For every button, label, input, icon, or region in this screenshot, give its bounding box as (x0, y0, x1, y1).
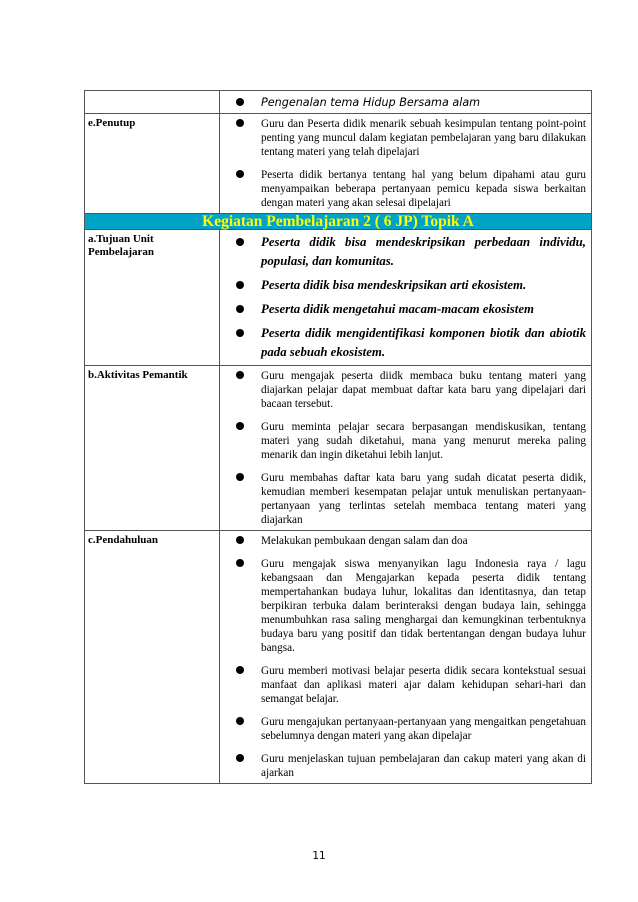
list-item: Guru meminta pelajar secara berpasangan mendiskusikan, tentang materi yang sudah diketahui, mana yang menurut mereka paling menarik dan ingin diketahui lebih lanjut. (224, 420, 586, 462)
list-item: Guru menjelaskan tujuan pembelajaran dan cakup materi yang akan di ajarkan (224, 752, 586, 780)
list-item: Pengenalan tema Hidup Bersama alam (224, 96, 586, 110)
bullet-dot-icon (236, 305, 244, 313)
section-header-row (85, 214, 592, 230)
row-label-cell (85, 366, 220, 531)
section-header-title: Kegiatan Pembelajaran 2 ( 6 JP) Topik A (202, 213, 474, 230)
row-content-cell (220, 230, 592, 366)
bullet-dot-icon (236, 666, 244, 674)
row-label-cell (85, 230, 220, 366)
list-item: Guru memberi motivasi belajar peserta didik secara kontekstual sesuai manfaat dan aplikasi materi ajar dalam kehidupan sehari-hari dan semangat belajar. (224, 664, 586, 706)
row-label-cell (85, 91, 220, 114)
row-content-cell (220, 91, 592, 114)
row-label-cell (85, 114, 220, 214)
list-item: Guru dan Peserta didik menarik sebuah kesimpulan tentang point-point penting yang muncul dalam kegiatan pembelajaran yang baru dilakukan tentang materi yang telah dipelajari (224, 117, 586, 159)
objective-list (220, 230, 591, 365)
bullet-dot-icon (236, 281, 244, 289)
bullet-dot-icon (236, 371, 244, 379)
bullet-dot-icon (236, 422, 244, 430)
bullet-dot-icon (236, 119, 244, 127)
table-row-pendahuluan (85, 531, 592, 784)
list-item: Peserta didik bisa mendeskripsikan arti ekosistem. (224, 276, 586, 295)
bullet-dot-icon (236, 98, 244, 106)
list-item: Peserta didik bisa mendeskripsikan perbedaan individu, populasi, dan komunitas. (224, 233, 586, 271)
bullet-dot-icon (236, 717, 244, 725)
table-row (85, 91, 592, 114)
list-item: Guru mengajak peserta diidk membaca buku tentang materi yang diajarkan pelajar dapat membuat daftar kata baru yang dipelajari dari bacaan tersebut. (224, 369, 586, 411)
bullet-dot-icon (236, 536, 244, 544)
list-item: Guru mengajak siswa menyanyikan lagu Indonesia raya / lagu kebangsaan dan Mengajarkan kepada peserta didik tentang mempertahankan budaya luhur, lokalitas dan identitasnya, dan tetap berpikiran terbuka dalam berinteraksi dengan budaya lain, sehingga menumbuhkan rasa saling menghargai dan kemungkinan terbentuknya budaya baru yang positif dan tidak bertentangan dengan budaya luhur bangsa. (224, 557, 586, 655)
list-item: Guru mengajukan pertanyaan-pertanyaan yang mengaitkan pengetahuan sebelumnya dengan materi yang akan dipelajar (224, 715, 586, 743)
table-row-tujuan (85, 230, 592, 366)
bullet-dot-icon (236, 238, 244, 246)
list-item: Guru membahas daftar kata baru yang sudah dicatat peserta didik, kemudian memberi kesempatan pelajar untuk menuliskan pertanyaan-pertanyaan yang terlintas setelah membaca tentang materi yang diajarkan (224, 471, 586, 527)
list-item: Peserta didik mengidentifikasi komponen biotik dan abiotik pada sebuah ekosistem. (224, 324, 586, 362)
lesson-plan-table (84, 90, 592, 784)
list-item: Peserta didik bertanya tentang hal yang belum dipahami atau guru menyampaikan beberapa pertanyaan pemicu kepada siswa berkaitan dengan materi yang akan selesai dipelajari (224, 168, 586, 210)
bullet-dot-icon (236, 170, 244, 178)
row-content-cell (220, 366, 592, 531)
bullet-dot-icon (236, 559, 244, 567)
bullet-list (220, 91, 591, 113)
table-row-penutup (85, 114, 592, 214)
row-label-cell (85, 531, 220, 784)
list-item: Melakukan pembukaan dengan salam dan doa (224, 534, 586, 548)
bullet-dot-icon (236, 754, 244, 762)
page-number: 11 (312, 850, 326, 862)
bullet-list (220, 366, 591, 530)
section-header-cell (85, 214, 592, 230)
bullet-list (220, 531, 591, 783)
bullet-list (220, 114, 591, 213)
row-label-pemantik: b.Aktivitas Pemantik (88, 369, 188, 381)
list-item: Peserta didik mengetahui macam-macam ekosistem (224, 300, 586, 319)
row-label-pendahuluan: c.Pendahuluan (88, 534, 158, 546)
bullet-dot-icon (236, 473, 244, 481)
row-content-cell (220, 531, 592, 784)
row-label-tujuan: a.Tujuan Unit Pembelajaran (88, 233, 154, 258)
row-label-penutup: e.Penutup (88, 117, 136, 129)
row-content-cell (220, 114, 592, 214)
bullet-dot-icon (236, 329, 244, 337)
table-row-pemantik (85, 366, 592, 531)
